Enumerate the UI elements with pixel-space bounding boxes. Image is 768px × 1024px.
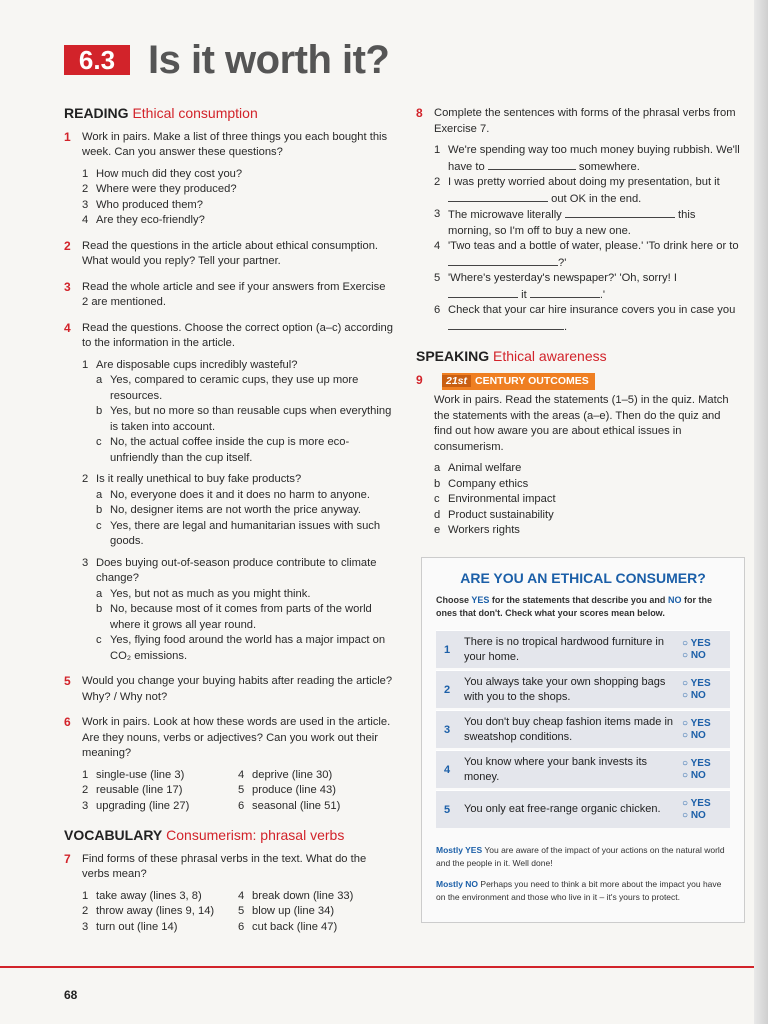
blank-6[interactable]	[448, 319, 564, 330]
quiz-row: 3 You don't buy cheap fashion items made in sweatshop conditions. ○ YES ○ NO	[436, 710, 730, 748]
yes-option[interactable]: ○ YES	[682, 677, 711, 689]
page-title: Is it worth it?	[148, 38, 390, 82]
exercise-1: 1 Work in pairs. Make a list of three things you each bought this week. Can you answer these questions? 1 How much did they cost you? 2 Where were they produced? 3 Who produced them? 4 Are they eco-friendly?	[64, 129, 388, 226]
speaking-heading: SPEAKING Ethical awareness	[416, 348, 607, 364]
left-column	[64, 106, 394, 945]
footer-rule	[0, 966, 754, 968]
no-option[interactable]: ○ NO	[682, 649, 706, 661]
exercise-8: 8 Complete the sentences with forms of the phrasal verbs from Exercise 7. 1 We're spending way too much money buying rubbish. We'll have to somewhere. 2 I was pretty worried about doing my presentation, but it out OK in the end. 3 The microwave literally this morning, so I'm off to buy a new one. 4 'Two teas and a bottle of water, please.' 'To drink here or to ?' 5 'Where's yesterday's newspaper?' 'Oh, sorry! I it .' 6 Check that your car hire insurance covers you in case you .	[416, 106, 740, 333]
exercise-7: 7 Find forms of these phrasal verbs in the text. What do the verbs mean? 1 take away (lines 3, 8) 4 break down (line 33) 2 throw away (lines 9, 14) 5 blow up (line 34) 3 turn out (line 14) 6 cut back (line 47)	[64, 851, 367, 933]
exercise-4: 4 Read the questions. Choose the correct option (a–c) according to the information in the article. 1 Are disposable cups incredibly wasteful? a Yes, compared to ceramic cups, they use up more resources. b Yes, but no more so than reusable cups when everything is taken into account. c No, the actual coffee inside the cup is more eco-unfriendly than the cup itself. 2 Is it really unethical to buy fake products? a No, everyone does it and it does no harm to anyone. b No, designer items are not worth the price anyway. c Yes, there are legal and humanitarian issues with such goods. 3 Does buying out-of-season produce contribute to climate change? a Yes, but not as much as you might think. b No, because most of it comes from parts of the world where it grows all year round. c Yes, flying food around the world has a major impact on CO₂ emissions.	[64, 320, 393, 662]
no-option[interactable]: ○ NO	[682, 809, 706, 821]
vocabulary-heading: VOCABULARY Consumerism: phrasal verbs	[64, 827, 345, 843]
blank-1a[interactable]	[488, 159, 576, 170]
exercise-5: 5 Would you change your buying habits after reading the article? Why? / Why not?	[64, 674, 393, 703]
quiz-box	[421, 557, 745, 923]
quiz-row: 1 There is no tropical hardwood furniture in your home. ○ YES ○ NO	[436, 630, 730, 668]
quiz-row: 2 You always take your own shopping bags with you to the shops. ○ YES ○ NO	[436, 670, 730, 708]
unit-badge: 6.3	[64, 45, 130, 75]
quiz-row: 5 You only eat free-range organic chicken. ○ YES ○ NO	[436, 790, 730, 828]
yes-option[interactable]: ○ YES	[682, 637, 711, 649]
exercise-9: 9 21st CENTURY OUTCOMES Work in pairs. Read the statements (1–5) in the quiz. Match the statements with the areas (a–e). Then do the quiz and find out how aware you are about ethical issues in consumerism. a Animal welfare b Company ethics c Environmental impact d Product sustainability e Workers rights	[416, 372, 729, 536]
yes-option[interactable]: ○ YES	[682, 717, 711, 729]
blank-4[interactable]	[448, 255, 558, 266]
no-option[interactable]: ○ NO	[682, 769, 706, 781]
yes-option[interactable]: ○ YES	[682, 797, 711, 809]
yes-option[interactable]: ○ YES	[682, 757, 711, 769]
no-option[interactable]: ○ NO	[682, 689, 706, 701]
blank-3[interactable]	[565, 207, 675, 218]
right-column	[416, 106, 741, 549]
blank-2[interactable]	[448, 191, 548, 202]
century-outcomes-badge: 21st CENTURY OUTCOMES	[442, 373, 595, 391]
quiz-intro: Choose YES for the statements that describe you and NO for the ones that don't. Check what your scores mean below.	[436, 595, 712, 618]
exercise-3: 3 Read the whole article and see if your answers from Exercise 2 are mentioned.	[64, 279, 386, 308]
quiz-row: 4 You know where your bank invests its money. ○ YES ○ NO	[436, 750, 730, 788]
quiz-scores: Mostly YES You are aware of the impact of your actions on the natural world and the people in it. Well done! Mostly NO Perhaps you need to think a bit more about the impact you have on the environment and those who live in it – it's yours to protect.	[436, 845, 725, 902]
reading-heading: READING Ethical consumption	[64, 105, 258, 121]
no-option[interactable]: ○ NO	[682, 729, 706, 741]
exercise-6: 6 Work in pairs. Look at how these words are used in the article. Are they nouns, verbs or adjectives? Can you work out their meaning? 1 single-use (line 3) 4 deprive (line 30) 2 reusable (line 17) 5 produce (line 43) 3 upgrading (line 27) 6 seasonal (line 51)	[64, 715, 391, 812]
blank-5a[interactable]	[448, 287, 518, 298]
page-number: 68	[64, 988, 78, 1002]
page-edge	[754, 0, 768, 1024]
exercise-2: 2 Read the questions in the article about ethical consumption. What would you reply? Tell your partner.	[64, 238, 379, 267]
blank-5b[interactable]	[530, 287, 600, 298]
quiz-title: ARE YOU AN ETHICAL CONSUMER?	[460, 570, 706, 586]
